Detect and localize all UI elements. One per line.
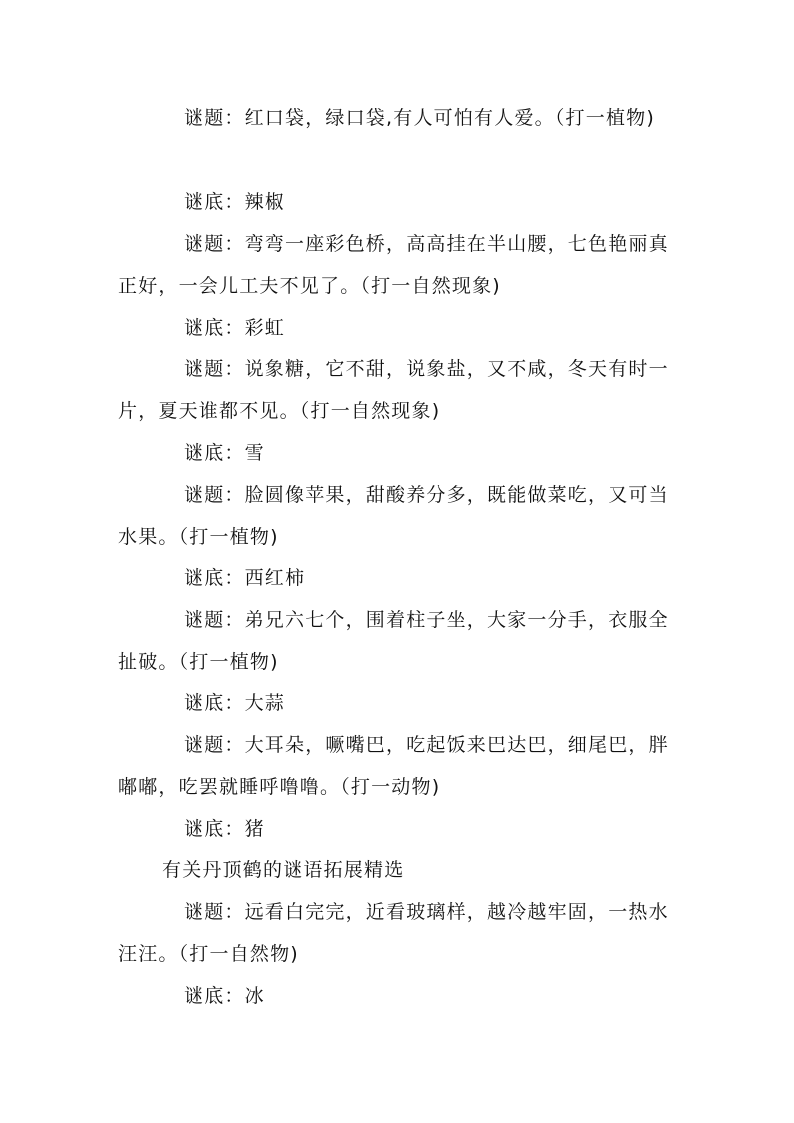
riddle-answer-3: 谜底：雪	[184, 442, 265, 464]
section-heading: 有关丹顶鹤的谜语拓展精选	[162, 859, 405, 881]
riddle-question-1: 谜题：红口袋，绿口袋,有人可怕有人爱。（打一植物)	[184, 107, 655, 129]
riddle-answer-6: 谜底：猪	[184, 818, 265, 840]
riddle-question-6: 谜题：大耳朵，噘嘴巴，吃起饭来巴达巴，细尾巴，胖嘟嘟，吃罢就睡呼噜噜。（打一动物)	[118, 734, 669, 798]
riddle-answer-7: 谜底：冰	[184, 985, 265, 1007]
riddle-answer-2: 谜底：彩虹	[184, 317, 286, 339]
riddle-question-4: 谜题：脸圆像苹果，甜酸养分多，既能做菜吃，又可当水果。（打一植物)	[118, 484, 669, 548]
riddle-answer-1: 谜底：辣椒	[184, 191, 286, 213]
riddle-question-5: 谜题：弟兄六七个，围着柱子坐，大家一分手，衣服全扯破。（打一植物)	[118, 609, 669, 673]
riddle-question-7: 谜题：远看白完完，近看玻璃样，越冷越牢固，一热水汪汪。（打一自然物)	[118, 901, 669, 965]
riddle-answer-4: 谜底：西红柿	[184, 567, 306, 589]
riddle-question-3: 谜题：说象糖，它不甜，说象盐，又不咸，冬天有时一片，夏天谁都不见。（打一自然现象)	[118, 358, 669, 422]
riddle-question-2: 谜题：弯弯一座彩色桥，高高挂在半山腰，七色艳丽真正好，一会儿工夫不见了。（打一自然现象)	[118, 233, 669, 297]
riddle-answer-5: 谜底：大蒜	[184, 692, 286, 714]
